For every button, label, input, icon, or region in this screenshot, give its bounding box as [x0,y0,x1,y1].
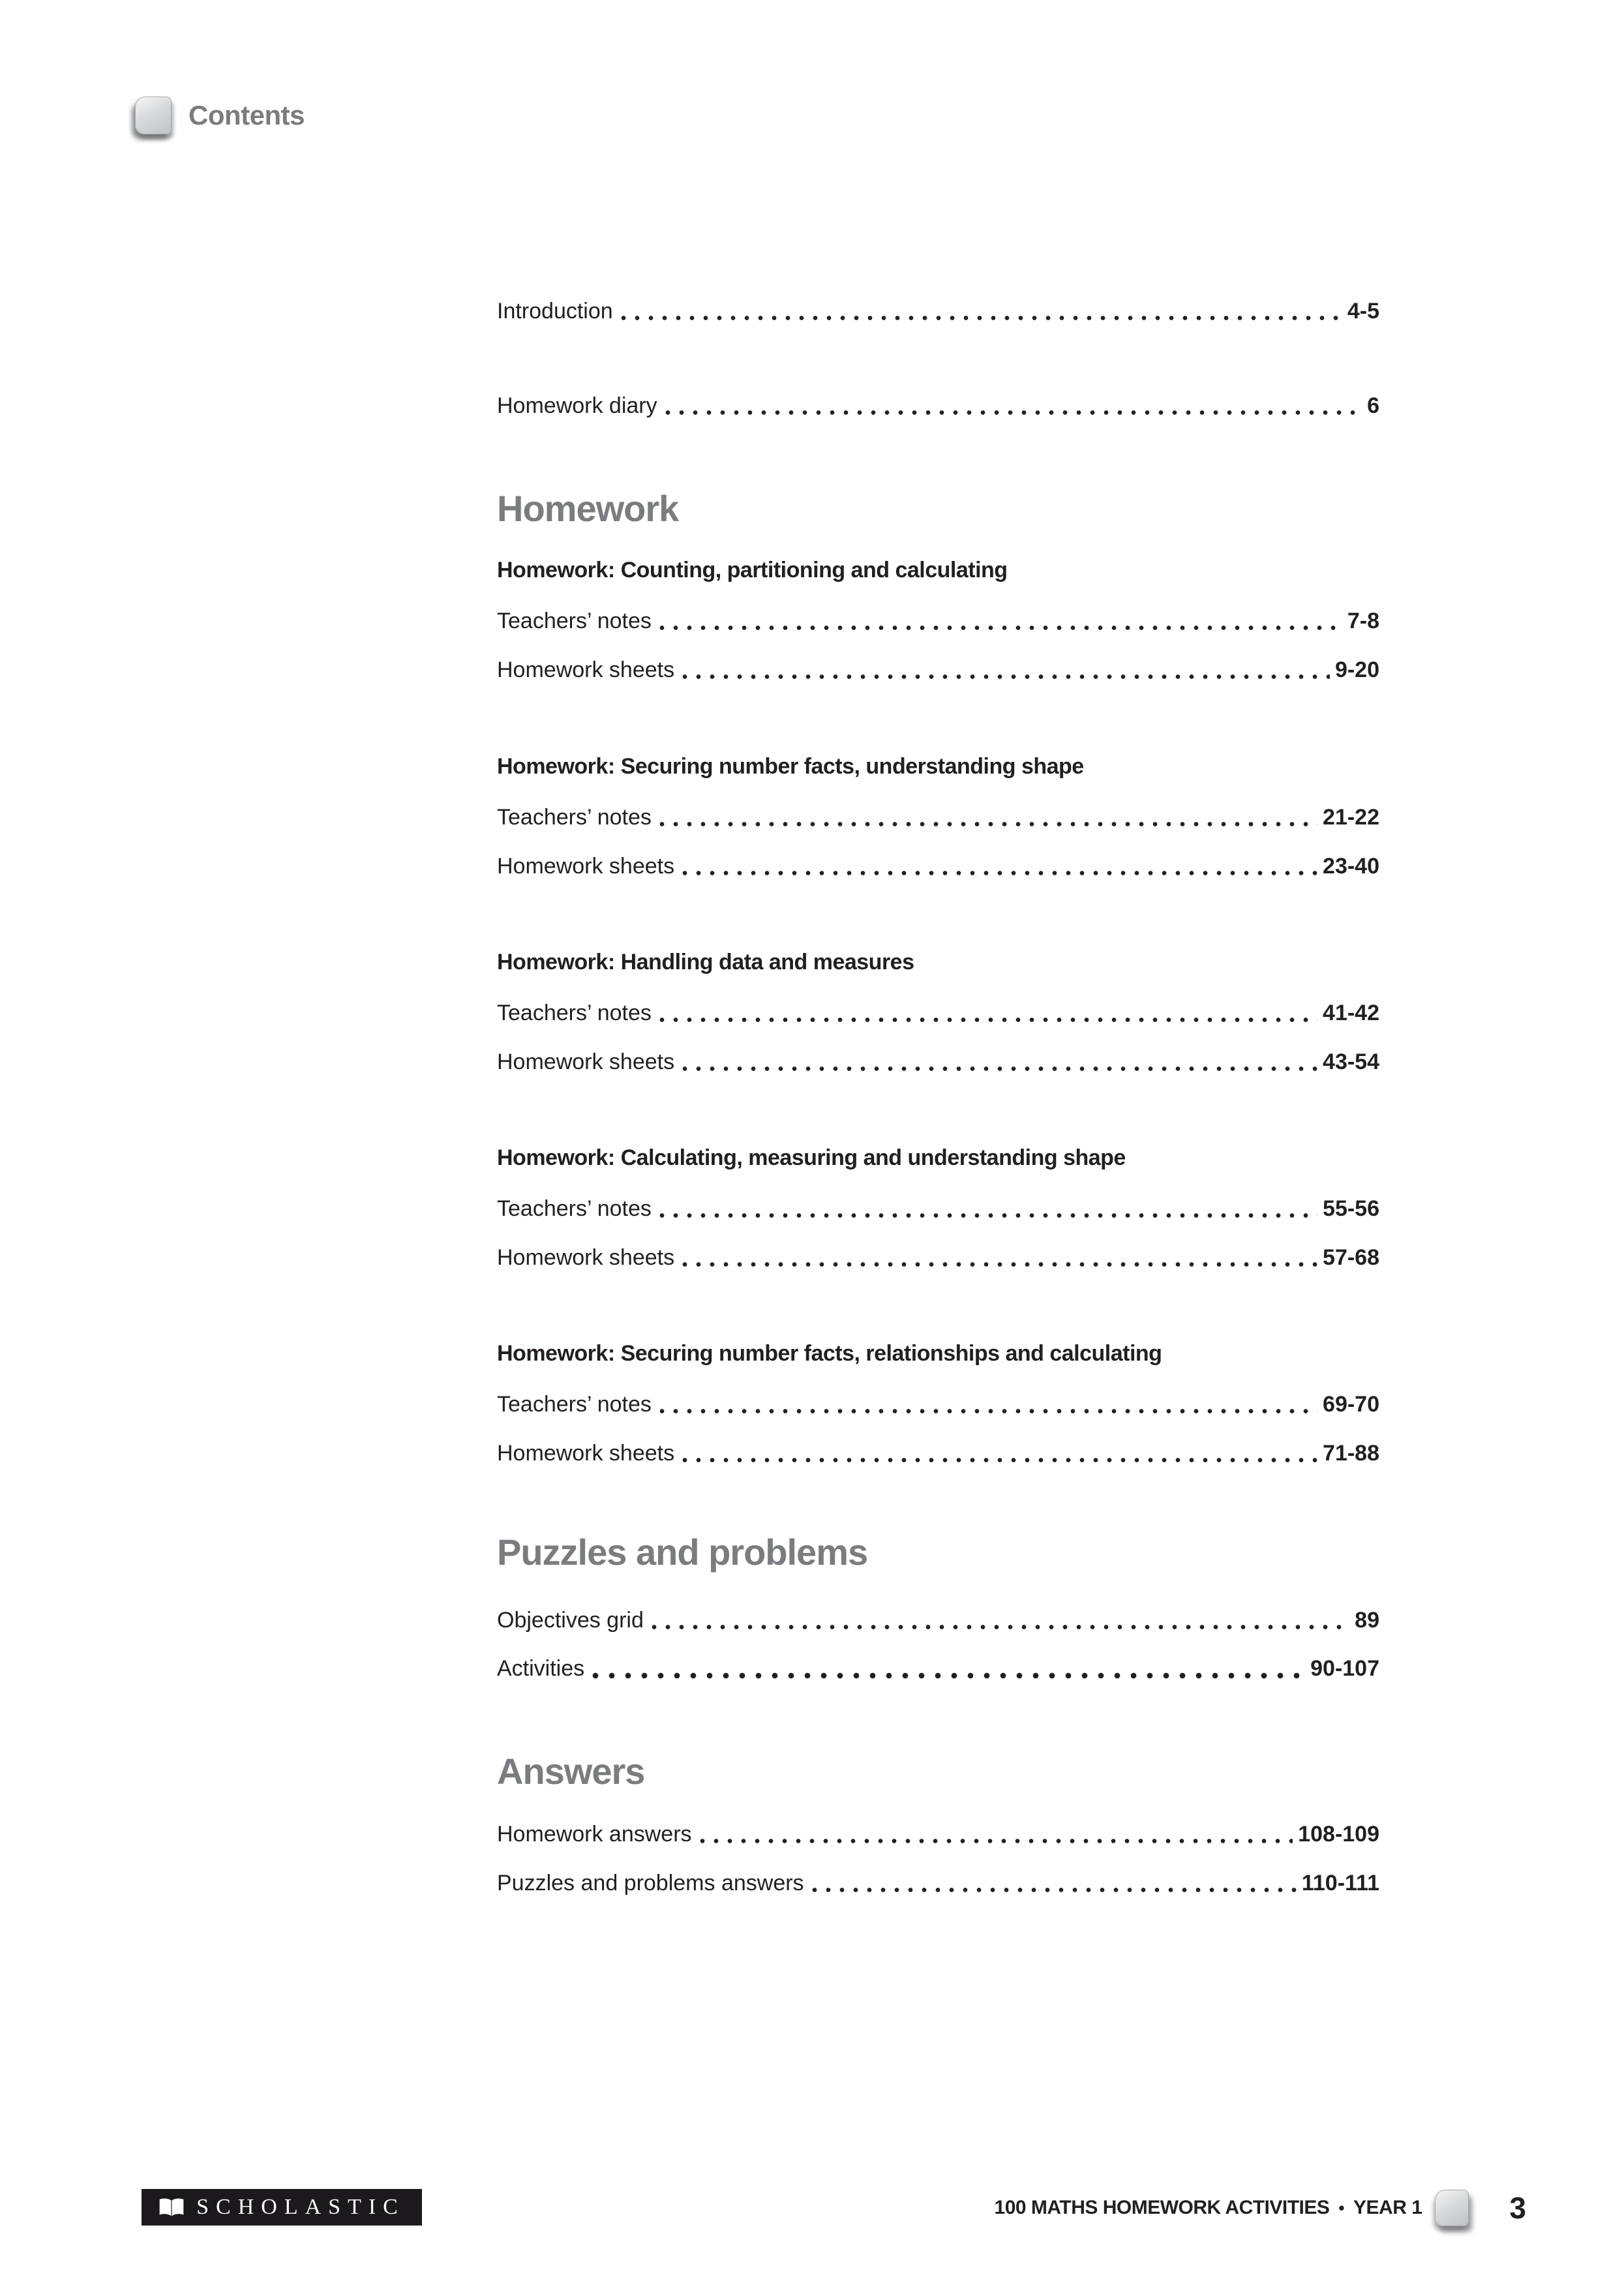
dot-leader [659,1213,1317,1218]
scholastic-logo-text: SCHOLASTIC [196,2195,405,2219]
toc-pages: 6 [1367,393,1379,418]
toc-label: Activities [497,1656,585,1681]
table-of-contents [497,0,1379,1897]
dot-leader [665,410,1362,415]
toc-label: Homework answers [497,1822,692,1847]
dot-leader [659,821,1317,827]
toc-label: Teachers’ notes [497,1392,652,1417]
toc-pages: 9-20 [1334,657,1379,682]
toc-label: Homework sheets [497,1049,675,1074]
toc-row-homework-answers [497,1820,1379,1849]
dot-leader [682,1261,1317,1267]
toc-label: Homework sheets [497,1245,675,1270]
toc-pages: 110-111 [1301,1871,1379,1895]
toc-pages: 43-54 [1323,1049,1379,1074]
page-icon-small [1435,2190,1469,2226]
group-title: Homework: Calculating, measuring and understanding shape [497,1145,1126,1170]
toc-pages: 55-56 [1323,1196,1379,1221]
toc-pages: 89 [1355,1608,1379,1633]
dot-leader [592,1672,1305,1679]
page-icon-face [135,97,172,134]
section-heading-homework: Homework [497,488,679,529]
dot-leader [659,1408,1317,1414]
footer-book-title [995,2197,1422,2219]
toc-row-puzzles-answers [497,1869,1379,1897]
toc-row [497,999,1379,1027]
toc-pages: 57-68 [1323,1245,1379,1270]
page-icon-face [1435,2190,1469,2226]
toc-label: Homework sheets [497,1441,675,1466]
toc-row [497,656,1379,684]
dot-leader [700,1838,1293,1844]
dot-leader [682,1066,1317,1072]
group-title: Homework: Counting, partitioning and calculating [497,558,1008,582]
toc-label: Teachers’ notes [497,805,652,830]
toc-row [497,1194,1379,1223]
group-title: Homework: Securing number facts, understanding shape [497,754,1084,779]
dot-leader [682,1457,1317,1463]
toc-label: Introduction [497,299,613,324]
open-book-icon [158,2197,185,2217]
toc-row [497,1390,1379,1419]
toc-pages: 4-5 [1347,299,1379,324]
toc-row [497,803,1379,832]
toc-row [497,1243,1379,1272]
toc-pages: 71-88 [1323,1441,1379,1466]
toc-pages: 21-22 [1323,805,1379,830]
section-heading-puzzles: Puzzles and problems [497,1532,868,1573]
dot-leader [659,625,1342,631]
toc-row-introduction [497,297,1379,325]
group-title: Homework: Securing number facts, relationships and calculating [497,1341,1162,1366]
dot-leader [682,870,1317,876]
dot-leader [682,674,1330,680]
page-number: 3 [1509,2191,1526,2225]
toc-label: Homework diary [497,393,657,418]
group-title: Homework: Handling data and measures [497,950,914,974]
toc-label: Homework sheets [497,657,675,682]
section-heading-answers: Answers [497,1751,645,1792]
toc-label: Teachers’ notes [497,1001,652,1025]
dot-leader [652,1624,1349,1630]
toc-pages: 41-42 [1323,1001,1379,1025]
footer-title-text: 100 MATHS HOMEWORK ACTIVITIES [994,2197,1330,2218]
toc-row-homework-diary [497,391,1379,420]
toc-pages: 23-40 [1323,854,1379,879]
toc-row [497,1439,1379,1468]
toc-row-activities [497,1654,1379,1683]
page-title: Contents [188,100,305,130]
toc-label: Objectives grid [497,1608,644,1633]
toc-pages: 7-8 [1347,609,1379,633]
footer-separator: • [1338,2197,1345,2218]
toc-pages: 108-109 [1298,1822,1379,1847]
scholastic-logo [142,2189,422,2226]
toc-pages: 69-70 [1323,1392,1379,1417]
toc-row [497,607,1379,635]
toc-label: Teachers’ notes [497,1196,652,1221]
page-icon [135,97,172,134]
footer-year-text: YEAR 1 [1353,2197,1422,2218]
dot-leader [659,1017,1317,1023]
toc-row-objectives-grid [497,1606,1379,1635]
dot-leader [621,315,1342,321]
toc-pages: 90-107 [1310,1656,1379,1681]
toc-row [497,852,1379,881]
toc-label: Homework sheets [497,854,675,879]
page-header [135,97,305,134]
dot-leader [812,1887,1297,1893]
toc-label: Teachers’ notes [497,609,652,633]
footer-right [995,2186,1526,2229]
toc-label: Puzzles and problems answers [497,1871,804,1895]
toc-row [497,1048,1379,1076]
